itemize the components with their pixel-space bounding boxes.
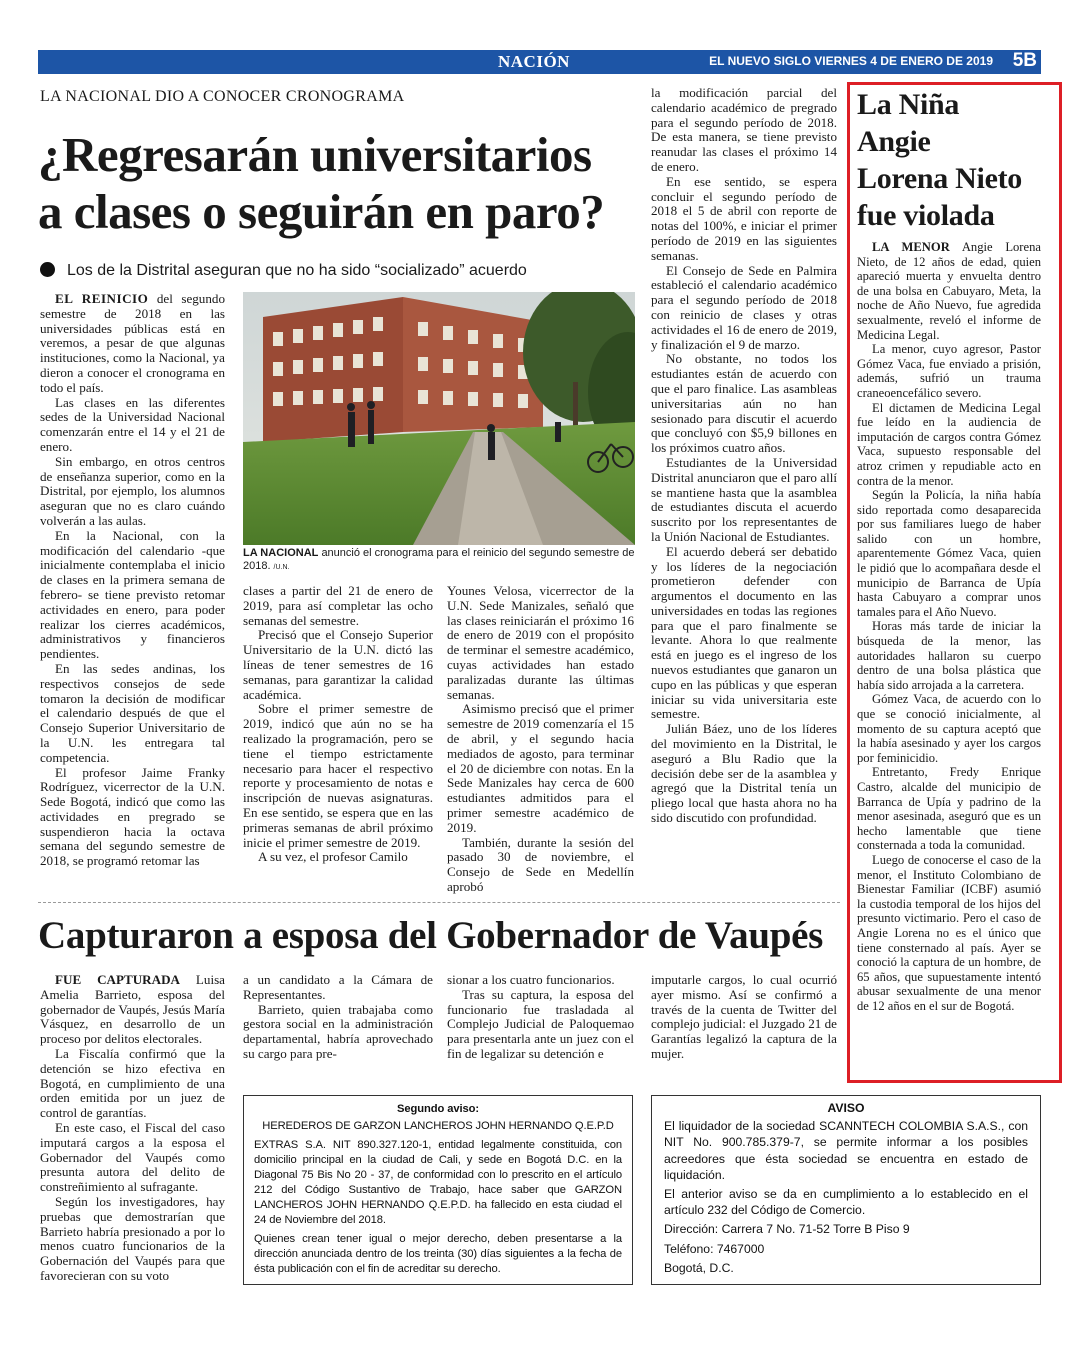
paragraph: imputarle cargos, lo cual ocurrió ayer mismo. Así se confirmó a través de la cuenta de Twitter del complejo judicial: el Juzgado 21 de Garantías legalizó la captura de la mujer. <box>651 972 837 1061</box>
paragraph: Horas más tarde de iniciar la búsqueda de la menor, las autoridades hallaron su cuerpo dentro de una bolsa plástica que había sido arrojada a la carretera. <box>857 619 1041 692</box>
section-name: NACIÓN <box>498 52 570 71</box>
paragraph: sionar a los cuatro funcionarios. <box>447 972 615 987</box>
headline-line-2: a clases o seguirán en paro? <box>38 184 605 239</box>
paragraph: Gómez Vaca, de acuerdo con lo que se conoció inicialmente, al momento de su captura aceptó que la había asesinado y ayer los cargos por feminicidio. <box>857 692 1041 765</box>
paragraph: En este caso, el Fiscal del caso imputará cargos a la esposa el Gobernador del Vaupés como presunta autora del delito de constreñimiento al sufragante. <box>40 1119 225 1195</box>
main-story-column-3 <box>447 584 634 895</box>
headline-line-1: ¿Regresarán universitarios <box>38 127 592 182</box>
dateline: EL NUEVO SIGLO VIERNES 4 DE ENERO DE 2019 <box>709 54 993 68</box>
paragraph: Younes Velosa, vicerrector de la U.N. Sede Manizales, señaló que las clases reiniciarán el próximo 16 de enero de 2019 con el propósito de terminar el semestre académico, cuyas actividades han estado paralizadas durante las últimas semanas. <box>447 583 634 702</box>
paragraph: Tras su captura, la esposa del funcionario fue trasladada al Complejo Judicial de Paloquemao para presentarla ante un juez con el fin de legalizar su detención e <box>447 986 634 1061</box>
paragraph: En la Nacional, con la modificación del calendario -que inicialmente contemplaba el inicio de clases en la primera semana de febrero- se tiene previsto retomar actividades en enero, para poder realizar los cierres académicos, administrativos y financieros pendientes. <box>40 527 225 662</box>
second-lead-in: FUE CAPTURADA <box>55 972 181 987</box>
notice-body: El anterior aviso se da en cumplimiento a lo establecido en el artículo 232 del Código de Comercio. <box>664 1187 1028 1218</box>
sidebar-headline-line: Lorena Nieto <box>857 162 1022 195</box>
main-story-column-4 <box>651 86 837 826</box>
paragraph: Sin embargo, en otros centros de enseñanza superior, como en la Distrital, por ejemplo, los alumnos aseguran que no es claro cuándo volverán a las aulas. <box>40 453 225 528</box>
paragraph: A su vez, el profesor Camilo <box>258 849 408 865</box>
main-story-kicker: LA NACIONAL DIO A CONOCER CRONOGRAMA <box>40 88 405 105</box>
legal-notice-inheritance <box>243 1095 633 1285</box>
notice-phone: Teléfono: 7467000 <box>664 1241 765 1256</box>
paragraph: Julián Báez, uno de los líderes del movimiento en la Distrital, le aseguró a Blu Radio que la decisión debe ser de la asamblea y agregó que la Distrital tenía un pliego local que hasta ahora no ha sido discutido con profundidad. <box>651 721 837 826</box>
notice-title: Segundo aviso: <box>397 1103 479 1115</box>
second-story-column-1 <box>40 973 225 1284</box>
paragraph: El dictamen de Medicina Legal fue leído en la audiencia de imputación de cargos contra Gómez Vaca, supuesto responsable del atroz crimen y repudiable acto en contra de la menor. <box>857 400 1041 488</box>
sidebar-headline <box>857 86 1052 234</box>
page-number: 5B <box>1012 50 1037 71</box>
notice-body: EXTRAS S.A. NIT 890.327.120-1, entidad legalmente constituida, con domicilio principal en la ciudad de Cali, y sede en Bogotá D.C. en la Diagonal 75 Bis No 20 - 37, de conformidad con lo prescrito en el artículo 212 del Código Sustantivo de Trabajo, hace saber que GARZON LANCHEROS JOHN HERNANDO Q.E.P.D. ha fallecido en esta ciudad el 24 de Noviembre del 2018. <box>254 1139 622 1226</box>
paragraph: Estudiantes de la Universidad Distrital anunciaron que el paro allí se mantiene hasta que la asamblea de estudiantes discuta el acuerdo suscrito por los representantes de la Unión Nacional de Estudiantes. <box>651 454 837 544</box>
paragraph: El acuerdo deberá ser debatido y los líderes de la negociación prometieron defender con argumentos el documento en las universidades en todas las regiones para que el paro finalmente se levante. Ahora lo que realmente está en juego es el ingreso de los nuevos estudiantes que ganaron un cupo en las públicas y que esperan iniciar su vida universitaria este semestre. <box>651 543 837 722</box>
paragraph: En las sedes andinas, los respectivos consejos de sede tomaron la decisión de modificar el calendario después de que el Consejo Superior Universitario de la U.N. les entregara tal competencia. <box>40 660 225 765</box>
paragraph: Angie Lorena Nieto, de 12 años de edad, quien apareció muerta y envuelta dentro de una bolsa en Cabuyaro, Meta, la noche de Año Nuevo, fue agredida sexualmente, reveló el informe de Medicina Legal. <box>857 240 1041 342</box>
bullet-icon <box>40 262 55 277</box>
photo-caption <box>243 547 635 574</box>
photo-credit: /U.N. <box>273 564 290 571</box>
paragraph: Barrieto, quien trabajaba como gestora social en la administración departamental, habría aprovechado su cargo para pre- <box>243 1001 433 1061</box>
paragraph: Luisa Amelia Barrieto, esposa del gobernador de Vaupés, Jesús María Vásquez, en desarrollo de un proceso por delitos electorales. <box>40 972 225 1047</box>
caption-text: anunció el cronograma para el reinicio del segundo semestre de 2018. <box>243 547 635 572</box>
notice-city: Bogotá, D.C. <box>664 1260 734 1275</box>
sidebar-headline-line: La Niña <box>857 88 960 121</box>
paragraph: Según los investigadores, hay pruebas que demostrarían que Barrieto habría presionado a por lo menos cuatro funcionarios de la Gobernación del Vaupés para que favorecieran con su voto <box>40 1193 225 1283</box>
caption-lead: LA NACIONAL <box>243 547 319 559</box>
paragraph: del segundo semestre de 2018 en las universidades públicas está en veremos, a pesar de que algunas instituciones, como la Nacional, ya dieron a conocer el cronograma en todo el país. <box>40 291 225 395</box>
paragraph: clases a partir del 21 de enero de 2019, para así completar las ocho semanas del semestre. <box>243 583 433 628</box>
paragraph: La Fiscalía confirmó que la detención se hizo efectiva en Bogotá, en cumplimiento de una orden emitida por un juez de control de garantías. <box>40 1045 225 1121</box>
notice-heirs: HEREDEROS DE GARZON LANCHEROS JOHN HERNANDO Q.E.P.D <box>262 1120 614 1132</box>
paragraph: No obstante, no todos los estudiantes están de acuerdo con que el paro finalice. Las asambleas universitarias aún no han sesionado para discutir el acuerdo que concluyó con $5,9 billones en los próximos cuatro años. <box>651 351 837 456</box>
legal-notice-liquidation <box>651 1095 1041 1285</box>
main-story-column-2 <box>243 584 433 865</box>
paragraph: También, durante la sesión del pasado 30 de noviembre, el Consejo de Sede en Medellín aprobó <box>447 834 634 894</box>
paragraph: Precisó que el Consejo Superior Universitario de la U.N. dictó las líneas de tener semestres de 16 semanas, para garantizar la calidad académica. <box>243 627 433 702</box>
second-story-column-2 <box>243 973 433 1062</box>
main-story-deck <box>40 262 527 280</box>
section-divider <box>38 902 840 903</box>
campus-photo <box>243 292 635 545</box>
paragraph: El Consejo de Sede en Palmira estableció el calendario académico para el segundo período de 2018 con reinicio de clases y otras actividades el 16 de enero de 2019, y finalización el 9 de marzo. <box>651 262 837 352</box>
paragraph: La menor, cuyo agresor, Pastor Gómez Vaca, fue enviado a prisión, además, sufrió un trauma craneoencefálico severo. <box>857 342 1041 400</box>
main-story-column-1 <box>40 292 225 869</box>
paragraph: Entretanto, Fredy Enrique Castro, alcalde del municipio de Barranca de Upía y padrino de la menor asesinada, aseguró que es un hecho lamentable que tiene consternada a toda la comunidad. <box>857 765 1041 853</box>
paragraph: En ese sentido, se espera concluir el segundo período de 2018 el 5 de abril con reporte de notas del 100%, e iniciar el primer período de 2019 en las siguientes semanas. <box>651 173 837 263</box>
second-story-column-4 <box>651 973 837 1062</box>
section-header-band <box>38 50 1041 74</box>
sidebar-headline-line: fue violada <box>857 199 995 232</box>
notice-body: El liquidador de la sociedad SCANNTECH COLOMBIA S.A.S., con NIT No. 900.785.379-7, se permite informar a los posibles acreedores que ésta sociedad se encuentra en estado de liquidación. <box>664 1119 1028 1182</box>
paragraph: Sobre el primer semestre de 2019, indicó que aún no se ha realizado la programación, pero se tiene el tiempo estrictamente necesario para hacer el respectivo reporte y procesamiento de notas e inscripción de nuevas asignaturas. En ese sentido, se espera que en las primeras semanas de abril próximo inicie el primer semestre de 2019. <box>243 701 433 850</box>
main-story-headline <box>38 126 638 240</box>
notice-footer: Quienes crean tener igual o mejor derecho, deben presentarse a la dirección anunciada dentro de los treinta (30) días siguientes a la fecha de ésta publicación con el fin de acreditar su derecho. <box>254 1233 622 1275</box>
sidebar-lead-in: LA MENOR <box>872 240 950 254</box>
lead-in: EL REINICIO <box>55 291 149 306</box>
sidebar-body <box>857 240 1041 1013</box>
deck-text: Los de la Distrital aseguran que no ha sido “socializado” acuerdo <box>67 262 527 279</box>
second-story-headline: Capturaron a esposa del Gobernador de Vaupés <box>38 914 824 957</box>
notice-address: Dirección: Carrera 7 No. 71-52 Torre B Piso 9 <box>664 1222 910 1237</box>
paragraph: a un candidato a la Cámara de Representantes. <box>243 972 433 1002</box>
paragraph: Asimismo precisó que el primer semestre de 2019 comenzaría el 15 de abril, y el segundo hacia mediados de agosto, para terminar el 20 de diciembre con notas. En la Sede Manizales hay cerca de 600 estudiantes admitidos para el primer semestre académico de 2019. <box>447 701 634 835</box>
paragraph: la modificación parcial del calendario académico de pregrado para el segundo período de 2018. De esta manera, se tiene previsto reanudar las clases el próximo 14 de enero. <box>651 85 837 174</box>
paragraph: Las clases en las diferentes sedes de la Universidad Nacional comenzarán entre el 14 y el 21 de enero. <box>40 394 225 454</box>
paragraph: El profesor Jaime Franky Rodríguez, vicerrector de la U.N. Sede Bogotá, indicó que como las actividades en pregrado se suspendieron hacia la octava semana del segundo semestre de 2018, se programó retomar las <box>40 764 225 869</box>
paragraph: Luego de conocerse el caso de la menor, el Instituto Colombiano de Bienestar Familiar (ICBF) asumió la custodia temporal de los hijos del presunto victimario. Pero el caso de Angie Lorena no es el único que tiene consternado al país. Ayer se conoció la captura de un hombre, de 65 años, que supuestamente intentó abusar sexualmente de una menor de 12 años en el sur de Bogotá. <box>857 852 1041 1013</box>
notice-title: AVISO <box>827 1101 865 1115</box>
paragraph: Según la Policía, la niña había sido reportada como desaparecida por sus familiares luego de haber salido con un hombre, aparentemente Gómez Vaca, quien le pidió que lo acompañara desde el municipio de Barranca de Upía hasta Cabuyaro a comprar unos tamales para el Año Nuevo. <box>857 488 1041 619</box>
sidebar-headline-line: Angie <box>857 125 931 158</box>
second-story-column-3 <box>447 973 634 1062</box>
